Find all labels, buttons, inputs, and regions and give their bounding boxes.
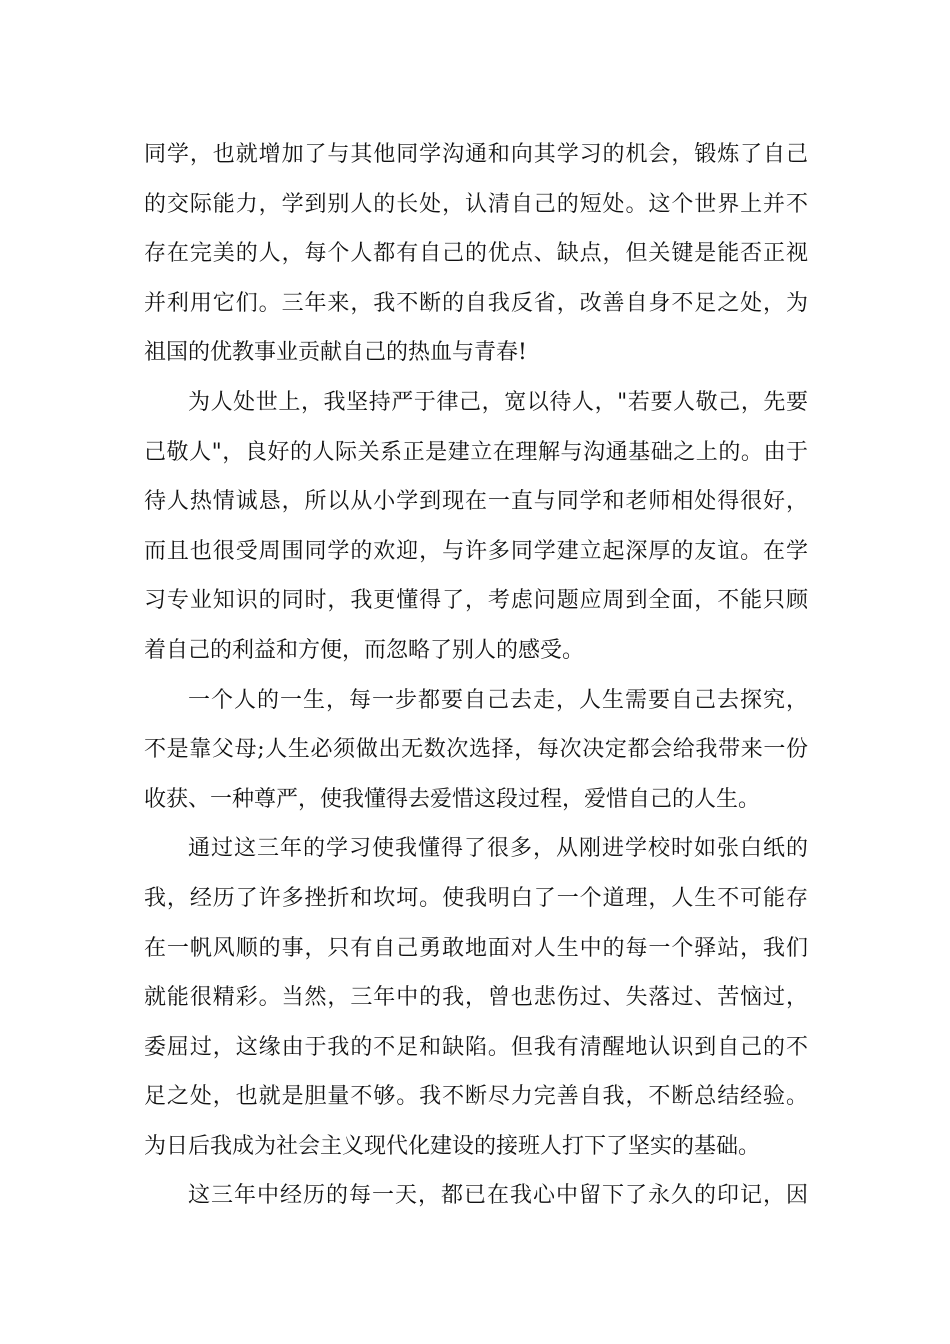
text-line: 就能很精彩。当然，三年中的我，曾也悲伤过、失落过、苦恼过，: [144, 985, 808, 1011]
text-line: 己敬人"，良好的人际关系正是建立在理解与沟通基础之上的。由于: [144, 439, 808, 465]
text-line: 并利用它们。三年来，我不断的自我反省，改善自身不足之处，为: [144, 290, 808, 316]
text-line: 同学，也就增加了与其他同学沟通和向其学习的机会，锻炼了自己: [144, 142, 808, 167]
text-line: 这三年中经历的每一天，都已在我心中留下了永久的印记，因: [188, 1183, 808, 1209]
text-line: 待人热情诚恳，所以从小学到现在一直与同学和老师相处得很好，: [144, 489, 808, 515]
text-line: 通过这三年的学习使我懂得了很多，从刚进学校时如张白纸的: [188, 836, 808, 862]
text-line: 足之处，也就是胆量不够。我不断尽力完善自我，不断总结经验。: [144, 1084, 808, 1110]
text-line: 习专业知识的同时，我更懂得了，考虑问题应周到全面，不能只顾: [144, 588, 808, 614]
text-line: 委屈过，这缘由于我的不足和缺陷。但我有清醒地认识到自己的不: [144, 1034, 808, 1060]
text-line: 祖国的优教事业贡献自己的热血与青春!: [144, 340, 527, 366]
text-line: 而且也很受周围同学的欢迎，与许多同学建立起深厚的友谊。在学: [144, 538, 808, 564]
document-body-text: [144, 130, 808, 1221]
text-line: 我，经历了许多挫折和坎坷。使我明白了一个道理，人生不可能存: [144, 885, 808, 911]
text-line: 收获、一种尊严，使我懂得去爱惜这段过程，爱惜自己的人生。: [144, 786, 761, 812]
text-line: 一个人的一生，每一步都要自己去走，人生需要自己去探究，: [188, 687, 808, 713]
text-line: 不是靠父母;人生必须做出无数次选择，每次决定都会给我带来一份: [144, 737, 808, 763]
text-line: 存在完美的人，每个人都有自己的优点、缺点，但关键是能否正视: [144, 241, 808, 267]
text-line: 在一帆风顺的事，只有自己勇敢地面对人生中的每一个驿站，我们: [144, 935, 808, 961]
text-line: 为人处世上，我坚持严于律己，宽以待人，"若要人敬己，先要: [188, 389, 808, 415]
text-line: 着自己的利益和方便，而忽略了别人的感受。: [144, 637, 585, 663]
text-line: 的交际能力，学到别人的长处，认清自己的短处。这个世界上并不: [144, 191, 808, 217]
text-line: 为日后我成为社会主义现代化建设的接班人打下了坚实的基础。: [144, 1133, 761, 1159]
